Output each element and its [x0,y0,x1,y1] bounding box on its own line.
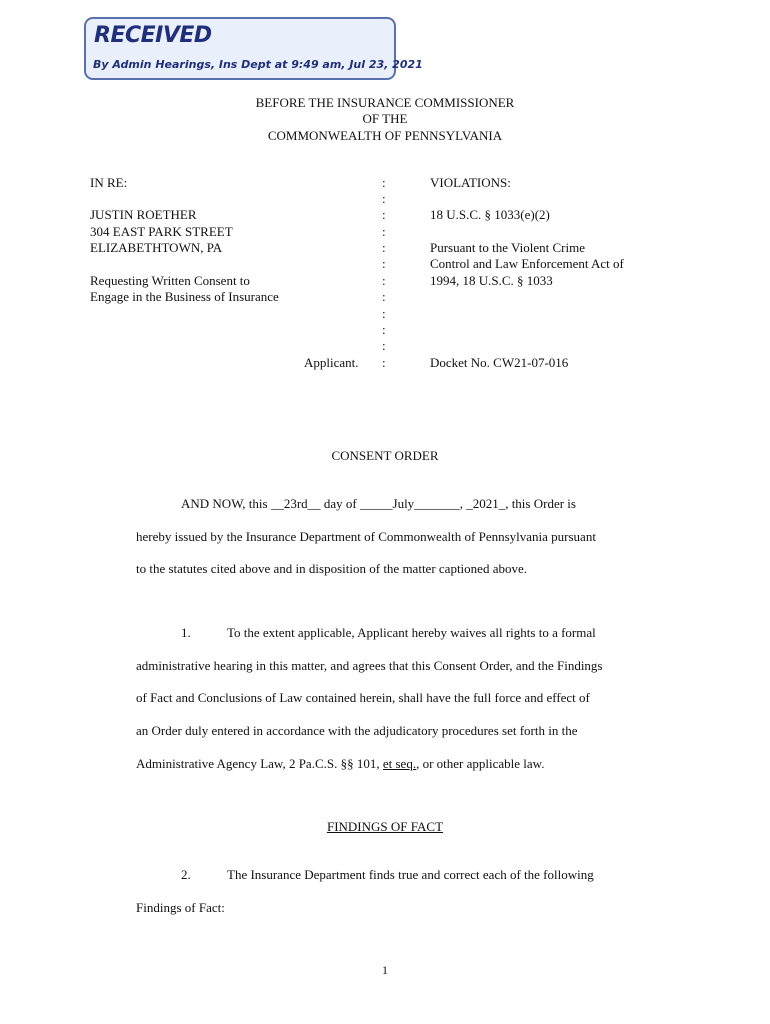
applicant-name: JUSTIN ROETHER [90,207,197,222]
order-line-3: to the statutes cited above and in disposition of the matter captioned above. [136,561,527,576]
request-line-2: Engage in the Business of Insurance [90,289,279,304]
stamp-subtitle: By Admin Hearings, Ins Dept at 9:49 am, Jul 23, 2021 [93,58,423,71]
comma-text: , [459,496,467,511]
statute-citation: 18 U.S.C. § 1033(e)(2) [430,207,550,222]
heading-line-1: BEFORE THE INSURANCE COMMISSIONER [255,95,515,110]
heading-line-2: OF THE [362,111,408,126]
para-1-line-5-post: , or other applicable law. [416,756,545,771]
month-blank: _____July_______ [360,496,460,511]
applicant-street: 304 EAST PARK STREET [90,224,233,239]
caption-colon: : [382,256,386,271]
page-number: 1 [382,963,388,977]
para-1-line-4: an Order duly entered in accordance with the adjudicatory procedures set forth in the [136,723,578,738]
heading-line-3: COMMONWEALTH OF PENNSYLVANIA [267,128,503,143]
and-now-text: AND NOW, this [181,496,271,511]
findings-title [0,819,770,835]
para-1-line-1: To the extent applicable, Applicant hereby waives all rights to a formal [227,625,596,640]
para-1-line-3: of Fact and Conclusions of Law contained herein, shall have the full force and effect of [136,690,590,705]
para-2-number: 2. [181,867,191,882]
year-blank: _2021_ [466,496,506,511]
pursuant-line-3: 1994, 18 U.S.C. § 1033 [430,273,553,288]
pursuant-line-1: Pursuant to the Violent Crime [430,240,585,255]
caption-colon: : [382,306,386,321]
para-1-line-5 [136,756,544,772]
caption-colon: : [382,273,386,288]
in-re-label: IN RE: [90,175,128,190]
et-seq-text: et seq. [382,756,417,771]
violations-label: VIOLATIONS: [430,175,511,190]
this-order-text: , this Order is [505,496,576,511]
applicant-city: ELIZABETHTOWN, PA [90,240,223,255]
applicant-label: Applicant. [304,355,359,370]
docket-number: Docket No. CW21-07-016 [430,355,569,370]
caption-colon: : [382,338,386,353]
para-1-number: 1. [181,625,191,640]
caption-colon: : [382,240,386,255]
para-1-line-5-pre: Administrative Agency Law, 2 Pa.C.S. §§ 101, [136,756,383,771]
caption-colon: : [382,191,386,206]
day-blank: __23rd__ [270,496,321,511]
caption-colon: : [382,289,386,304]
stamp-title: RECEIVED [94,23,212,48]
para-1-line-2: administrative hearing in this matter, and agrees that this Consent Order, and the Findings [136,658,603,673]
received-stamp [84,17,423,80]
caption-colon: : [382,175,386,190]
caption-colon: : [382,224,386,239]
caption-colon: : [382,322,386,337]
request-line-1: Requesting Written Consent to [90,273,250,288]
para-2-line-2: Findings of Fact: [136,900,225,915]
and-now-line [181,496,576,512]
day-of-text: day of [320,496,361,511]
caption-colon: : [382,207,386,222]
caption-colon: : [382,355,386,370]
order-line-2: hereby issued by the Insurance Department of Commonwealth of Pennsylvania pursuant [136,529,596,544]
pursuant-line-2: Control and Law Enforcement Act of [430,256,624,271]
para-2-line-1: The Insurance Department finds true and correct each of the following [227,867,594,882]
consent-order-title: CONSENT ORDER [331,448,439,463]
findings-title-text: FINDINGS OF FACT [326,819,444,834]
